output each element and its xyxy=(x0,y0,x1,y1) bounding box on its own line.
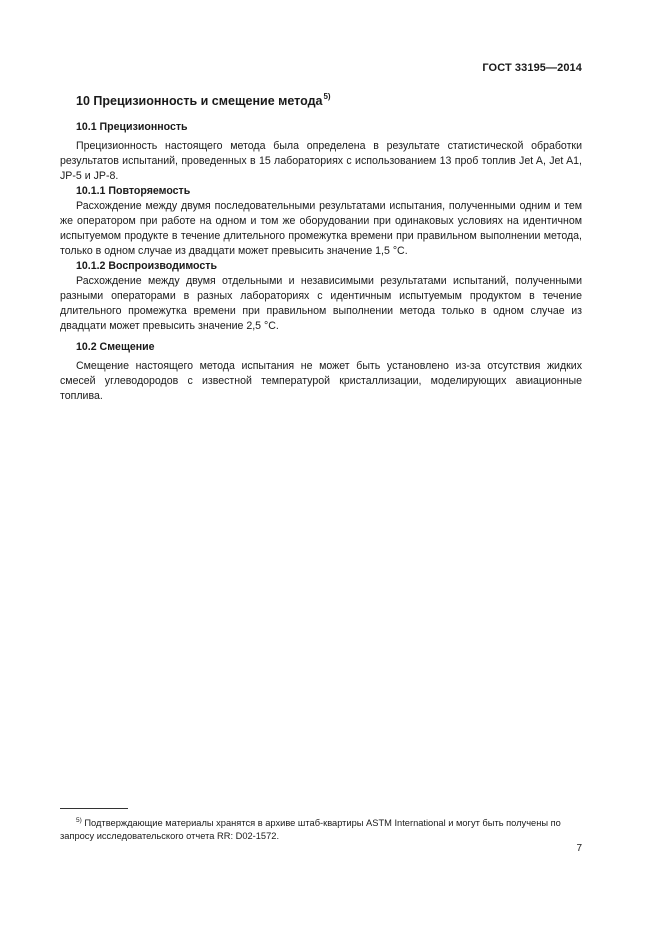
section-footnote-ref: 5) xyxy=(323,92,331,101)
subsection-10-2-text: Смещение настоящего метода испытания не может быть установлено из-за отсутствия жидких смесей углеводородов с известной температурой кристаллизации, моделирующих авиационные топлива. xyxy=(60,360,582,402)
section-title-text: 10 Прецизионность и смещение метода xyxy=(76,94,323,108)
subsection-10-1-text: Прецизионность настоящего метода была определена в результате статистической обработки результатов испытаний, проведенных в 15 лабораториях с использованием 13 проб топлив Jet A, Jet A1, JP-5 и JP-8. xyxy=(60,140,582,182)
page-number: 7 xyxy=(576,843,582,854)
footnote-text: Подтверждающие материалы хранятся в архиве штаб-квартиры ASTM International и могут быть получены по запросу исследовательского отчета RR: D02-1572. xyxy=(60,818,561,841)
subsection-10-1-heading: 10.1 Прецизионность xyxy=(76,121,188,133)
section-title xyxy=(76,92,331,108)
subsection-10-1 xyxy=(60,120,582,404)
subsection-10-1-1-heading: 10.1.1 Повторяемость xyxy=(76,185,191,197)
footnote-marker: 5) xyxy=(76,817,82,824)
footnote xyxy=(60,814,582,843)
document-code: ГОСТ 33195—2014 xyxy=(482,62,582,74)
subsection-10-1-1-text: Расхождение между двумя последовательными результатами испытания, полученными одним и тем же оператором при работе на одном и том же оборудовании при одинаковых условиях на идентичном испытуемом продукте в течение длительного промежутка времени при правильном выполнении метода, только в одном случае из двадцати может превысить значение 1,5 °С. xyxy=(60,200,582,257)
subsection-10-1-2-heading: 10.1.2 Воспроизводимость xyxy=(76,260,217,272)
footnote-divider xyxy=(60,808,128,809)
subsection-10-1-2-text: Расхождение между двумя отдельными и независимыми результатами испытаний, полученными разными операторами в разных лабораториях с идентичным испытуемым продуктом в течение длительного промежутка времени при правильном выполнении метода только в одном случае из двадцати может превысить значение 2,5 °С. xyxy=(60,275,582,332)
subsection-10-2-heading: 10.2 Смещение xyxy=(76,341,155,353)
